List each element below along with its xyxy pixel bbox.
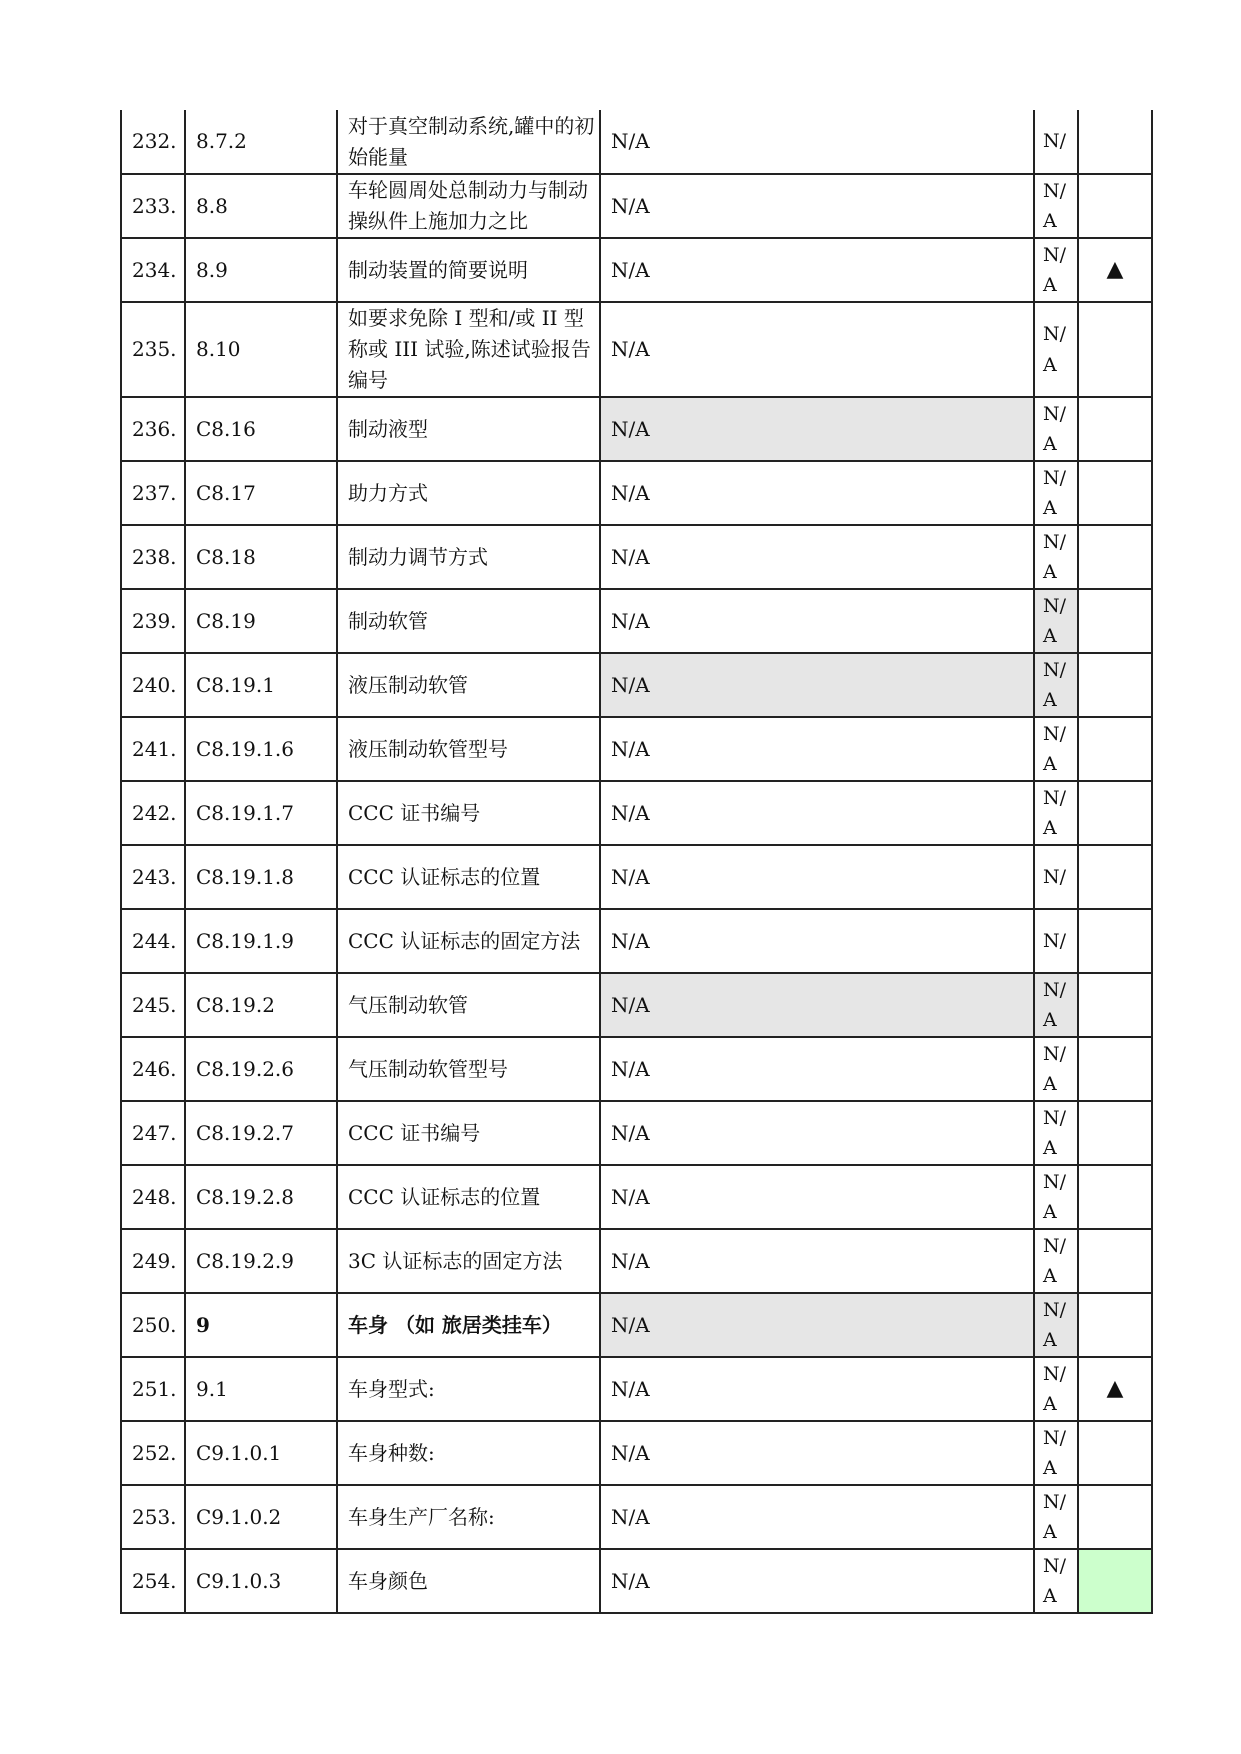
item-code: C9.1.0.1 (185, 1421, 337, 1485)
item-description: 助力方式 (337, 461, 600, 525)
item-mark (1078, 302, 1152, 397)
item-description: 制动力调节方式 (337, 525, 600, 589)
item-flag: N/A (1034, 1549, 1078, 1613)
item-flag: N/ (1034, 110, 1078, 174)
item-description: CCC 认证标志的固定方法 (337, 909, 600, 973)
item-flag: N/A (1034, 1229, 1078, 1293)
item-code: C8.19.2.6 (185, 1037, 337, 1101)
item-mark (1078, 174, 1152, 238)
table-row (121, 589, 1152, 653)
row-number: 239. (121, 589, 185, 653)
row-number: 250. (121, 1293, 185, 1357)
item-flag: N/A (1034, 1101, 1078, 1165)
row-number: 247. (121, 1101, 185, 1165)
table-row (121, 174, 1152, 238)
item-flag: N/A (1034, 653, 1078, 717)
row-number: 236. (121, 397, 185, 461)
table-row (121, 781, 1152, 845)
spec-table-container (120, 110, 1151, 1614)
item-flag: N/A (1034, 1165, 1078, 1229)
table-row (121, 909, 1152, 973)
item-description: CCC 证书编号 (337, 781, 600, 845)
item-flag: N/A (1034, 589, 1078, 653)
item-code: C9.1.0.2 (185, 1485, 337, 1549)
item-description: 车身生产厂名称: (337, 1485, 600, 1549)
item-description: 制动软管 (337, 589, 600, 653)
item-description: 制动装置的简要说明 (337, 238, 600, 302)
item-code: 8.8 (185, 174, 337, 238)
item-flag: N/A (1034, 1293, 1078, 1357)
item-value: N/A (600, 1485, 1034, 1549)
item-mark (1078, 525, 1152, 589)
table-row (121, 1421, 1152, 1485)
row-number: 232. (121, 110, 185, 174)
item-mark (1078, 461, 1152, 525)
item-code: C8.19.1 (185, 653, 337, 717)
item-mark (1078, 781, 1152, 845)
item-code: 9.1 (185, 1357, 337, 1421)
item-code: C8.19.2.9 (185, 1229, 337, 1293)
item-description: 车身 （如 旅居类挂车） (337, 1293, 600, 1357)
row-number: 253. (121, 1485, 185, 1549)
item-mark (1078, 1421, 1152, 1485)
item-mark (1078, 717, 1152, 781)
item-description: 对于真空制动系统,罐中的初始能量 (337, 110, 600, 174)
row-number: 240. (121, 653, 185, 717)
row-number: 234. (121, 238, 185, 302)
item-value: N/A (600, 461, 1034, 525)
row-number: 251. (121, 1357, 185, 1421)
table-row (121, 525, 1152, 589)
item-code: 8.10 (185, 302, 337, 397)
item-value: N/A (600, 302, 1034, 397)
row-number: 249. (121, 1229, 185, 1293)
item-mark (1078, 1549, 1152, 1613)
table-row (121, 1037, 1152, 1101)
item-mark (1078, 1293, 1152, 1357)
item-mark (1078, 397, 1152, 461)
item-description: 液压制动软管型号 (337, 717, 600, 781)
item-mark (1078, 1229, 1152, 1293)
table-row (121, 1101, 1152, 1165)
item-value: N/A (600, 653, 1034, 717)
item-flag: N/A (1034, 1421, 1078, 1485)
row-number: 245. (121, 973, 185, 1037)
item-code: C8.19.2 (185, 973, 337, 1037)
item-flag: N/A (1034, 525, 1078, 589)
item-mark (1078, 653, 1152, 717)
item-value: N/A (600, 1229, 1034, 1293)
row-number: 246. (121, 1037, 185, 1101)
item-flag: N/A (1034, 302, 1078, 397)
table-row (121, 653, 1152, 717)
table-row (121, 1229, 1152, 1293)
table-row (121, 110, 1152, 174)
item-code: C8.19 (185, 589, 337, 653)
item-description: 液压制动软管 (337, 653, 600, 717)
item-code: C8.19.1.7 (185, 781, 337, 845)
item-value: N/A (600, 1165, 1034, 1229)
item-value: N/A (600, 909, 1034, 973)
item-flag: N/A (1034, 1485, 1078, 1549)
table-row (121, 397, 1152, 461)
item-value: N/A (600, 1421, 1034, 1485)
item-flag: N/A (1034, 717, 1078, 781)
item-description: 制动液型 (337, 397, 600, 461)
item-description: 车轮圆周处总制动力与制动操纵件上施加力之比 (337, 174, 600, 238)
item-value: N/A (600, 1037, 1034, 1101)
table-row (121, 1485, 1152, 1549)
spec-table (120, 110, 1153, 1614)
item-description: CCC 认证标志的位置 (337, 845, 600, 909)
item-value: N/A (600, 110, 1034, 174)
row-number: 252. (121, 1421, 185, 1485)
item-value: N/A (600, 1357, 1034, 1421)
item-flag: N/ (1034, 845, 1078, 909)
item-code: 8.9 (185, 238, 337, 302)
table-row (121, 1165, 1152, 1229)
item-value: N/A (600, 589, 1034, 653)
item-value: N/A (600, 845, 1034, 909)
item-mark (1078, 1485, 1152, 1549)
item-flag: N/A (1034, 1037, 1078, 1101)
item-flag: N/A (1034, 238, 1078, 302)
item-code: 8.7.2 (185, 110, 337, 174)
item-code: C8.16 (185, 397, 337, 461)
table-row (121, 1293, 1152, 1357)
item-code: C8.18 (185, 525, 337, 589)
item-description: 如要求免除 I 型和/或 II 型称或 III 试验,陈述试验报告编号 (337, 302, 600, 397)
item-description: 车身型式: (337, 1357, 600, 1421)
row-number: 248. (121, 1165, 185, 1229)
row-number: 235. (121, 302, 185, 397)
item-value: N/A (600, 238, 1034, 302)
item-mark: ▲ (1078, 238, 1152, 302)
row-number: 243. (121, 845, 185, 909)
table-row (121, 238, 1152, 302)
item-code: C8.19.1.8 (185, 845, 337, 909)
item-code: C8.19.2.7 (185, 1101, 337, 1165)
row-number: 238. (121, 525, 185, 589)
item-value: N/A (600, 973, 1034, 1037)
item-description: 3C 认证标志的固定方法 (337, 1229, 600, 1293)
table-row (121, 973, 1152, 1037)
item-mark (1078, 1101, 1152, 1165)
item-code: C8.19.1.9 (185, 909, 337, 973)
item-value: N/A (600, 717, 1034, 781)
row-number: 237. (121, 461, 185, 525)
item-mark: ▲ (1078, 1357, 1152, 1421)
item-mark (1078, 973, 1152, 1037)
item-value: N/A (600, 1101, 1034, 1165)
item-code: C9.1.0.3 (185, 1549, 337, 1613)
item-mark (1078, 909, 1152, 973)
item-flag: N/A (1034, 461, 1078, 525)
row-number: 244. (121, 909, 185, 973)
table-row (121, 1357, 1152, 1421)
item-flag: N/A (1034, 1357, 1078, 1421)
item-mark (1078, 110, 1152, 174)
table-row (121, 717, 1152, 781)
row-number: 242. (121, 781, 185, 845)
item-value: N/A (600, 781, 1034, 845)
item-description: CCC 证书编号 (337, 1101, 600, 1165)
table-row (121, 461, 1152, 525)
item-value: N/A (600, 397, 1034, 461)
item-code: C8.17 (185, 461, 337, 525)
row-number: 233. (121, 174, 185, 238)
item-flag: N/ (1034, 909, 1078, 973)
table-row (121, 302, 1152, 397)
item-flag: N/A (1034, 174, 1078, 238)
item-mark (1078, 589, 1152, 653)
row-number: 254. (121, 1549, 185, 1613)
item-code: C8.19.1.6 (185, 717, 337, 781)
table-row (121, 1549, 1152, 1613)
item-value: N/A (600, 174, 1034, 238)
item-description: 车身颜色 (337, 1549, 600, 1613)
item-mark (1078, 1165, 1152, 1229)
item-flag: N/A (1034, 781, 1078, 845)
item-code: 9 (185, 1293, 337, 1357)
item-code: C8.19.2.8 (185, 1165, 337, 1229)
item-description: 气压制动软管型号 (337, 1037, 600, 1101)
item-value: N/A (600, 525, 1034, 589)
item-flag: N/A (1034, 397, 1078, 461)
item-description: 车身种数: (337, 1421, 600, 1485)
item-mark (1078, 845, 1152, 909)
item-description: CCC 认证标志的位置 (337, 1165, 600, 1229)
item-mark (1078, 1037, 1152, 1101)
table-row (121, 845, 1152, 909)
item-flag: N/A (1034, 973, 1078, 1037)
item-description: 气压制动软管 (337, 973, 600, 1037)
item-value: N/A (600, 1293, 1034, 1357)
row-number: 241. (121, 717, 185, 781)
item-value: N/A (600, 1549, 1034, 1613)
